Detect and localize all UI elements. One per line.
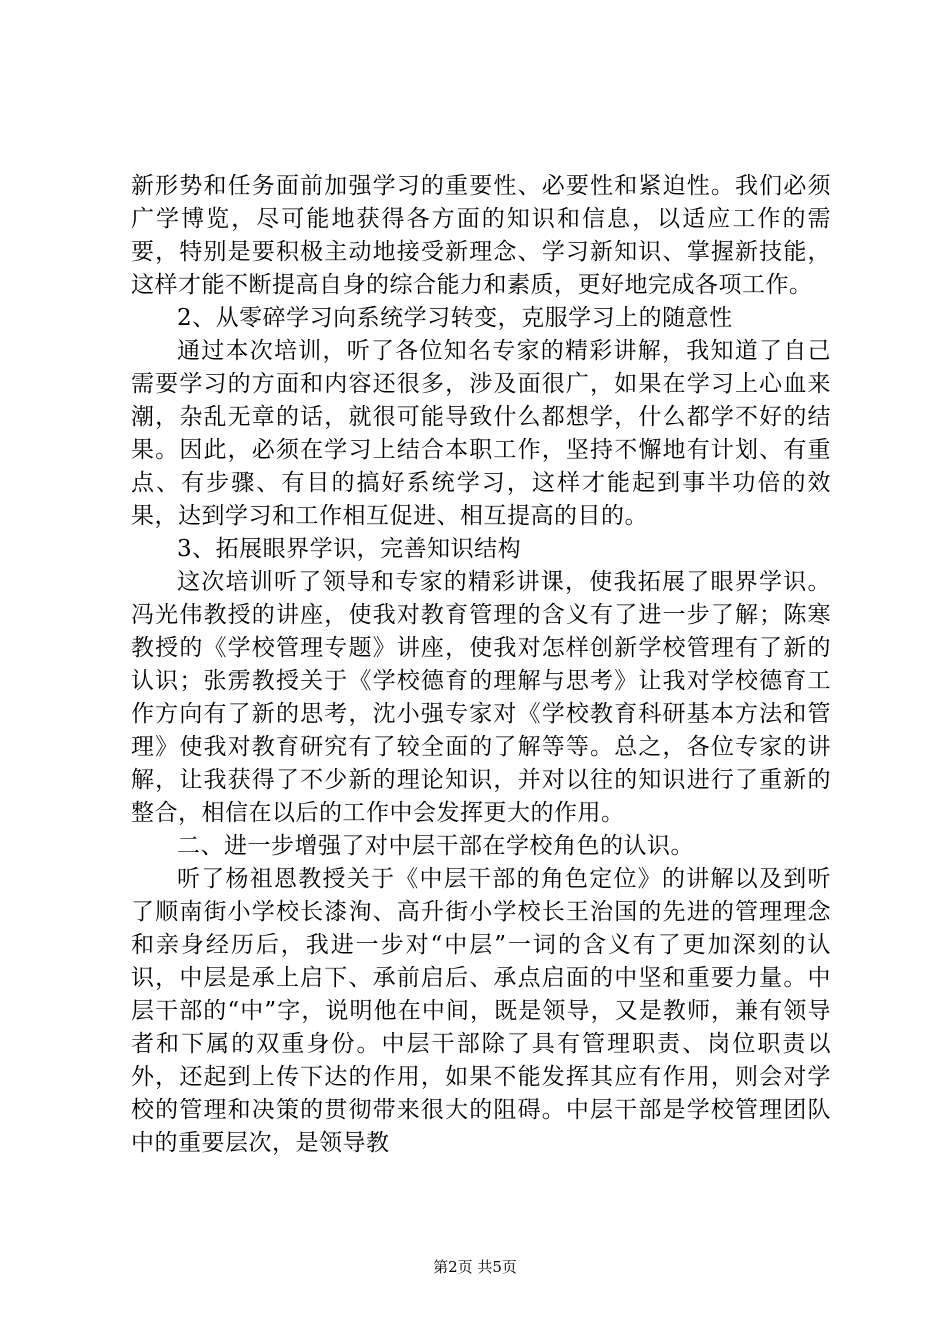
document-body: [131, 170, 831, 1160]
paragraph-5: 这次培训听了领导和专家的精彩讲课，使我拓展了眼界学识。冯光伟教授的讲座，使我对教育管理的含义有了进一步了解；陈寒教授的《学校管理专题》讲座，使我对怎样创新学校管理有了新的认识；张雳教授关于《学校德育的理解与思考》让我对学校德育工作方向有了新的思考，沈小强专家对《学校教育科研基本方法和管理》使我对教育研究有了较全面的了解等等。总之，各位专家的讲解，让我获得了不少新的理论知识，并对以往的知识进行了重新的整合，相信在以后的工作中会发挥更大的作用。: [131, 569, 831, 826]
paragraph-1: 新形势和任务面前加强学习的重要性、必要性和紧迫性。我们必须广学博览，尽可能地获得各方面的知识和信息，以适应工作的需要，特别是要积极主动地接受新理念、学习新知识、掌握新技能，这样才能不断提高自身的综合能力和素质，更好地完成各项工作。: [131, 173, 831, 298]
heading-3-broaden-knowledge: 3、拓展眼界学识，完善知识结构: [177, 536, 522, 562]
page-number-footer: 第2页 共5页: [433, 1258, 517, 1276]
paragraph-7: 听了杨祖恩教授关于《中层干部的角色定位》的讲解以及到听了顺南街小学校长漆洵、高升街小学校长王治国的先进的管理理念和亲身经历后，我进一步对“中层”一词的含义有了更加深刻的认识，中层是承上启下、承前启后、承点启面的中坚和重要力量。中层干部的“中”字，说明他在中间，既是领导，又是教师，兼有领导者和下属的双重身份。中层干部除了具有管理职责、岗位职责以外，还起到上传下达的作用，如果不能发挥其应有作用，则会对学校的管理和决策的贯彻带来很大的阻碍。中层干部是学校管理团队中的重要层次，是领导教: [131, 866, 831, 1156]
paragraph-3: 通过本次培训，听了各位知名专家的精彩讲解，我知道了自己需要学习的方面和内容还很多，涉及面很广，如果在学习上心血来潮，杂乱无章的话，就很可能导致什么都想学，什么都学不好的结果。因此，必须在学习上结合本职工作，坚持不懈地有计划、有重点、有步骤、有目的搞好系统学习，这样才能起到事半功倍的效果，达到学习和工作相互促进、相互提高的目的。: [131, 338, 831, 529]
heading-section-two: 二、进一步增强了对中层干部在学校角色的认识。: [177, 833, 694, 859]
heading-2-systematic-study: 2、从零碎学习向系统学习转变，克服学习上的随意性: [177, 305, 733, 331]
